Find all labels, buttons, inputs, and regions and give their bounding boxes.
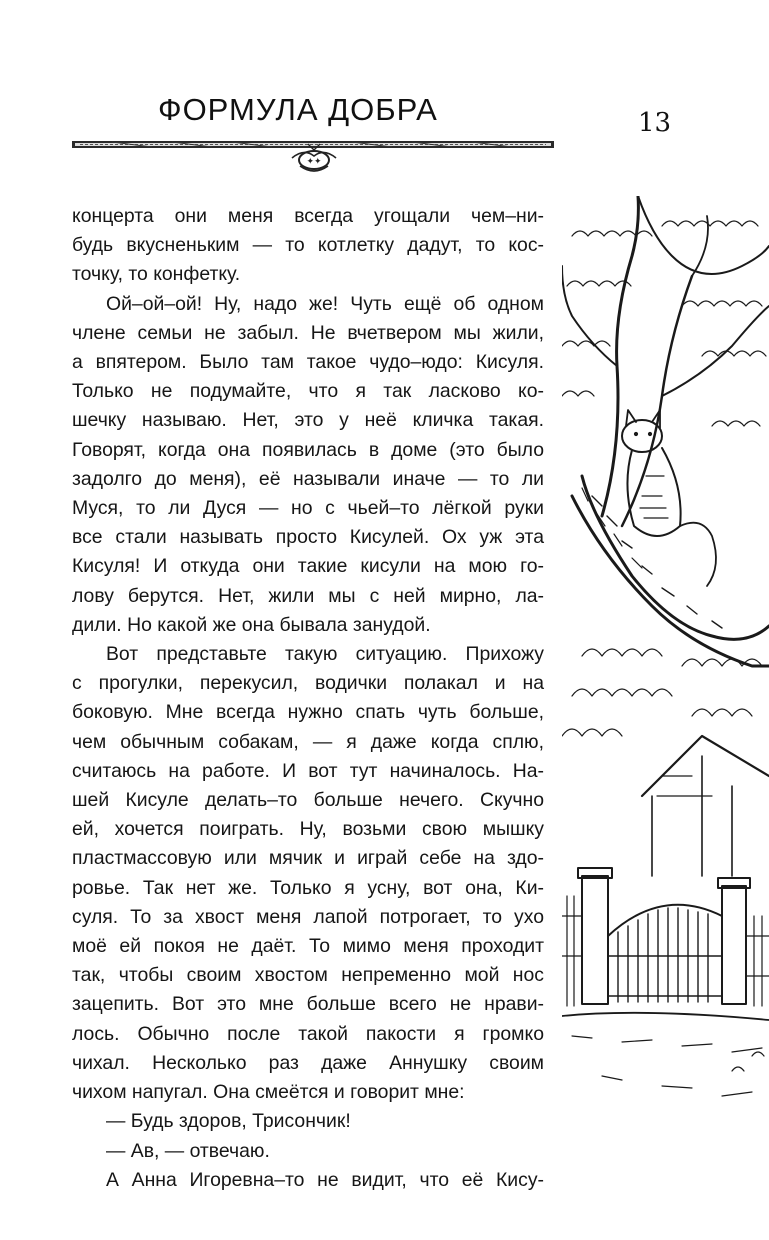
text-line: чем обычным собакам, — я даже когда сплю, xyxy=(72,730,544,753)
text-line: Кисуля! И откуда они такие кисули на мою го- xyxy=(72,555,544,578)
text-line: пластмассовую или мячик и играй себе на здо- xyxy=(72,847,544,870)
text-line: Ой–ой–ой! Ну, надо же! Чуть ещё об одном xyxy=(106,292,544,315)
decorative-header-rule xyxy=(72,130,554,186)
text-line: суля. То за хвост меня лапой потрогает, то ухо xyxy=(72,905,544,928)
text-line: ей, хочется поиграть. Ну, возьми свою мышку xyxy=(72,818,544,841)
text-line: лось. Обычно после такой пакости я громко xyxy=(72,1022,544,1045)
text-line: Вот представьте такую ситуацию. Прихожу xyxy=(106,643,544,666)
page-number: 13 xyxy=(638,108,672,138)
text-line: а впятером. Было там такое чудо–юдо: Кисуля. xyxy=(72,351,544,374)
text-line: зацепить. Вот это мне больше всего не нрави- xyxy=(72,993,544,1016)
text-line: все стали называть просто Кисулей. Ох уж эта xyxy=(72,526,544,549)
text-line: считаюсь на работе. И вот тут начиналось. На- xyxy=(72,759,544,782)
text-line: концерта они меня всегда угощали чем–ни- xyxy=(72,205,544,227)
text-line: дили. Но какой же она бывала занудой. xyxy=(72,613,431,636)
text-line: моё ей покоя не даёт. То мимо меня проходит xyxy=(72,935,544,958)
text-line: ровье. Так нет же. Только я усну, вот она, Ки- xyxy=(72,876,544,899)
text-line: Говорят, когда она появилась в доме (это было xyxy=(72,438,544,461)
text-line: боковую. Мне всегда нужно спать чуть больше, xyxy=(72,701,544,724)
text-line: члене семьи не забыл. Не вчетвером мы жили, xyxy=(72,321,544,344)
body-text xyxy=(72,202,544,1195)
text-line: — Ав, — отвечаю. xyxy=(106,1139,270,1162)
text-line: так, чтобы своим хвостом непременно мой нос xyxy=(72,964,544,987)
text-line: А Анна Игоревна–то не видит, что её Кису- xyxy=(106,1168,544,1191)
text-line: шей Кисуле делать–то больше нечего. Скучно xyxy=(72,789,544,812)
text-line: шечку называю. Нет, это у неё кличка такая. xyxy=(72,409,544,432)
text-line: — Будь здоров, Трисончик! xyxy=(106,1110,351,1133)
text-line: с прогулки, перекусил, водички полакал и на xyxy=(72,672,544,695)
svg-text:✦✦: ✦✦ xyxy=(306,157,322,167)
text-line: Только не подумайте, что я так ласково ко- xyxy=(72,380,544,403)
running-title: ФОРМУЛА ДОБРА xyxy=(158,92,438,127)
text-line: задолго до меня), её называли иначе — то ли xyxy=(72,467,544,490)
text-line: будь вкусненьким — то котлетку дадут, то кос- xyxy=(72,234,544,257)
text-line: точку, то конфетку. xyxy=(72,263,241,286)
text-line: чихал. Несколько раз даже Аннушку своим xyxy=(72,1051,544,1074)
tree-with-cat-and-gate-illustration xyxy=(562,196,769,1116)
text-line: лову берутся. Нет, жили мы с ней мирно, ла- xyxy=(72,584,544,607)
text-line: чихом напугал. Она смеётся и говорит мне: xyxy=(72,1081,465,1104)
text-line: Муся, то ли Дуся — но с чьей–то лёгкой руки xyxy=(72,497,544,520)
